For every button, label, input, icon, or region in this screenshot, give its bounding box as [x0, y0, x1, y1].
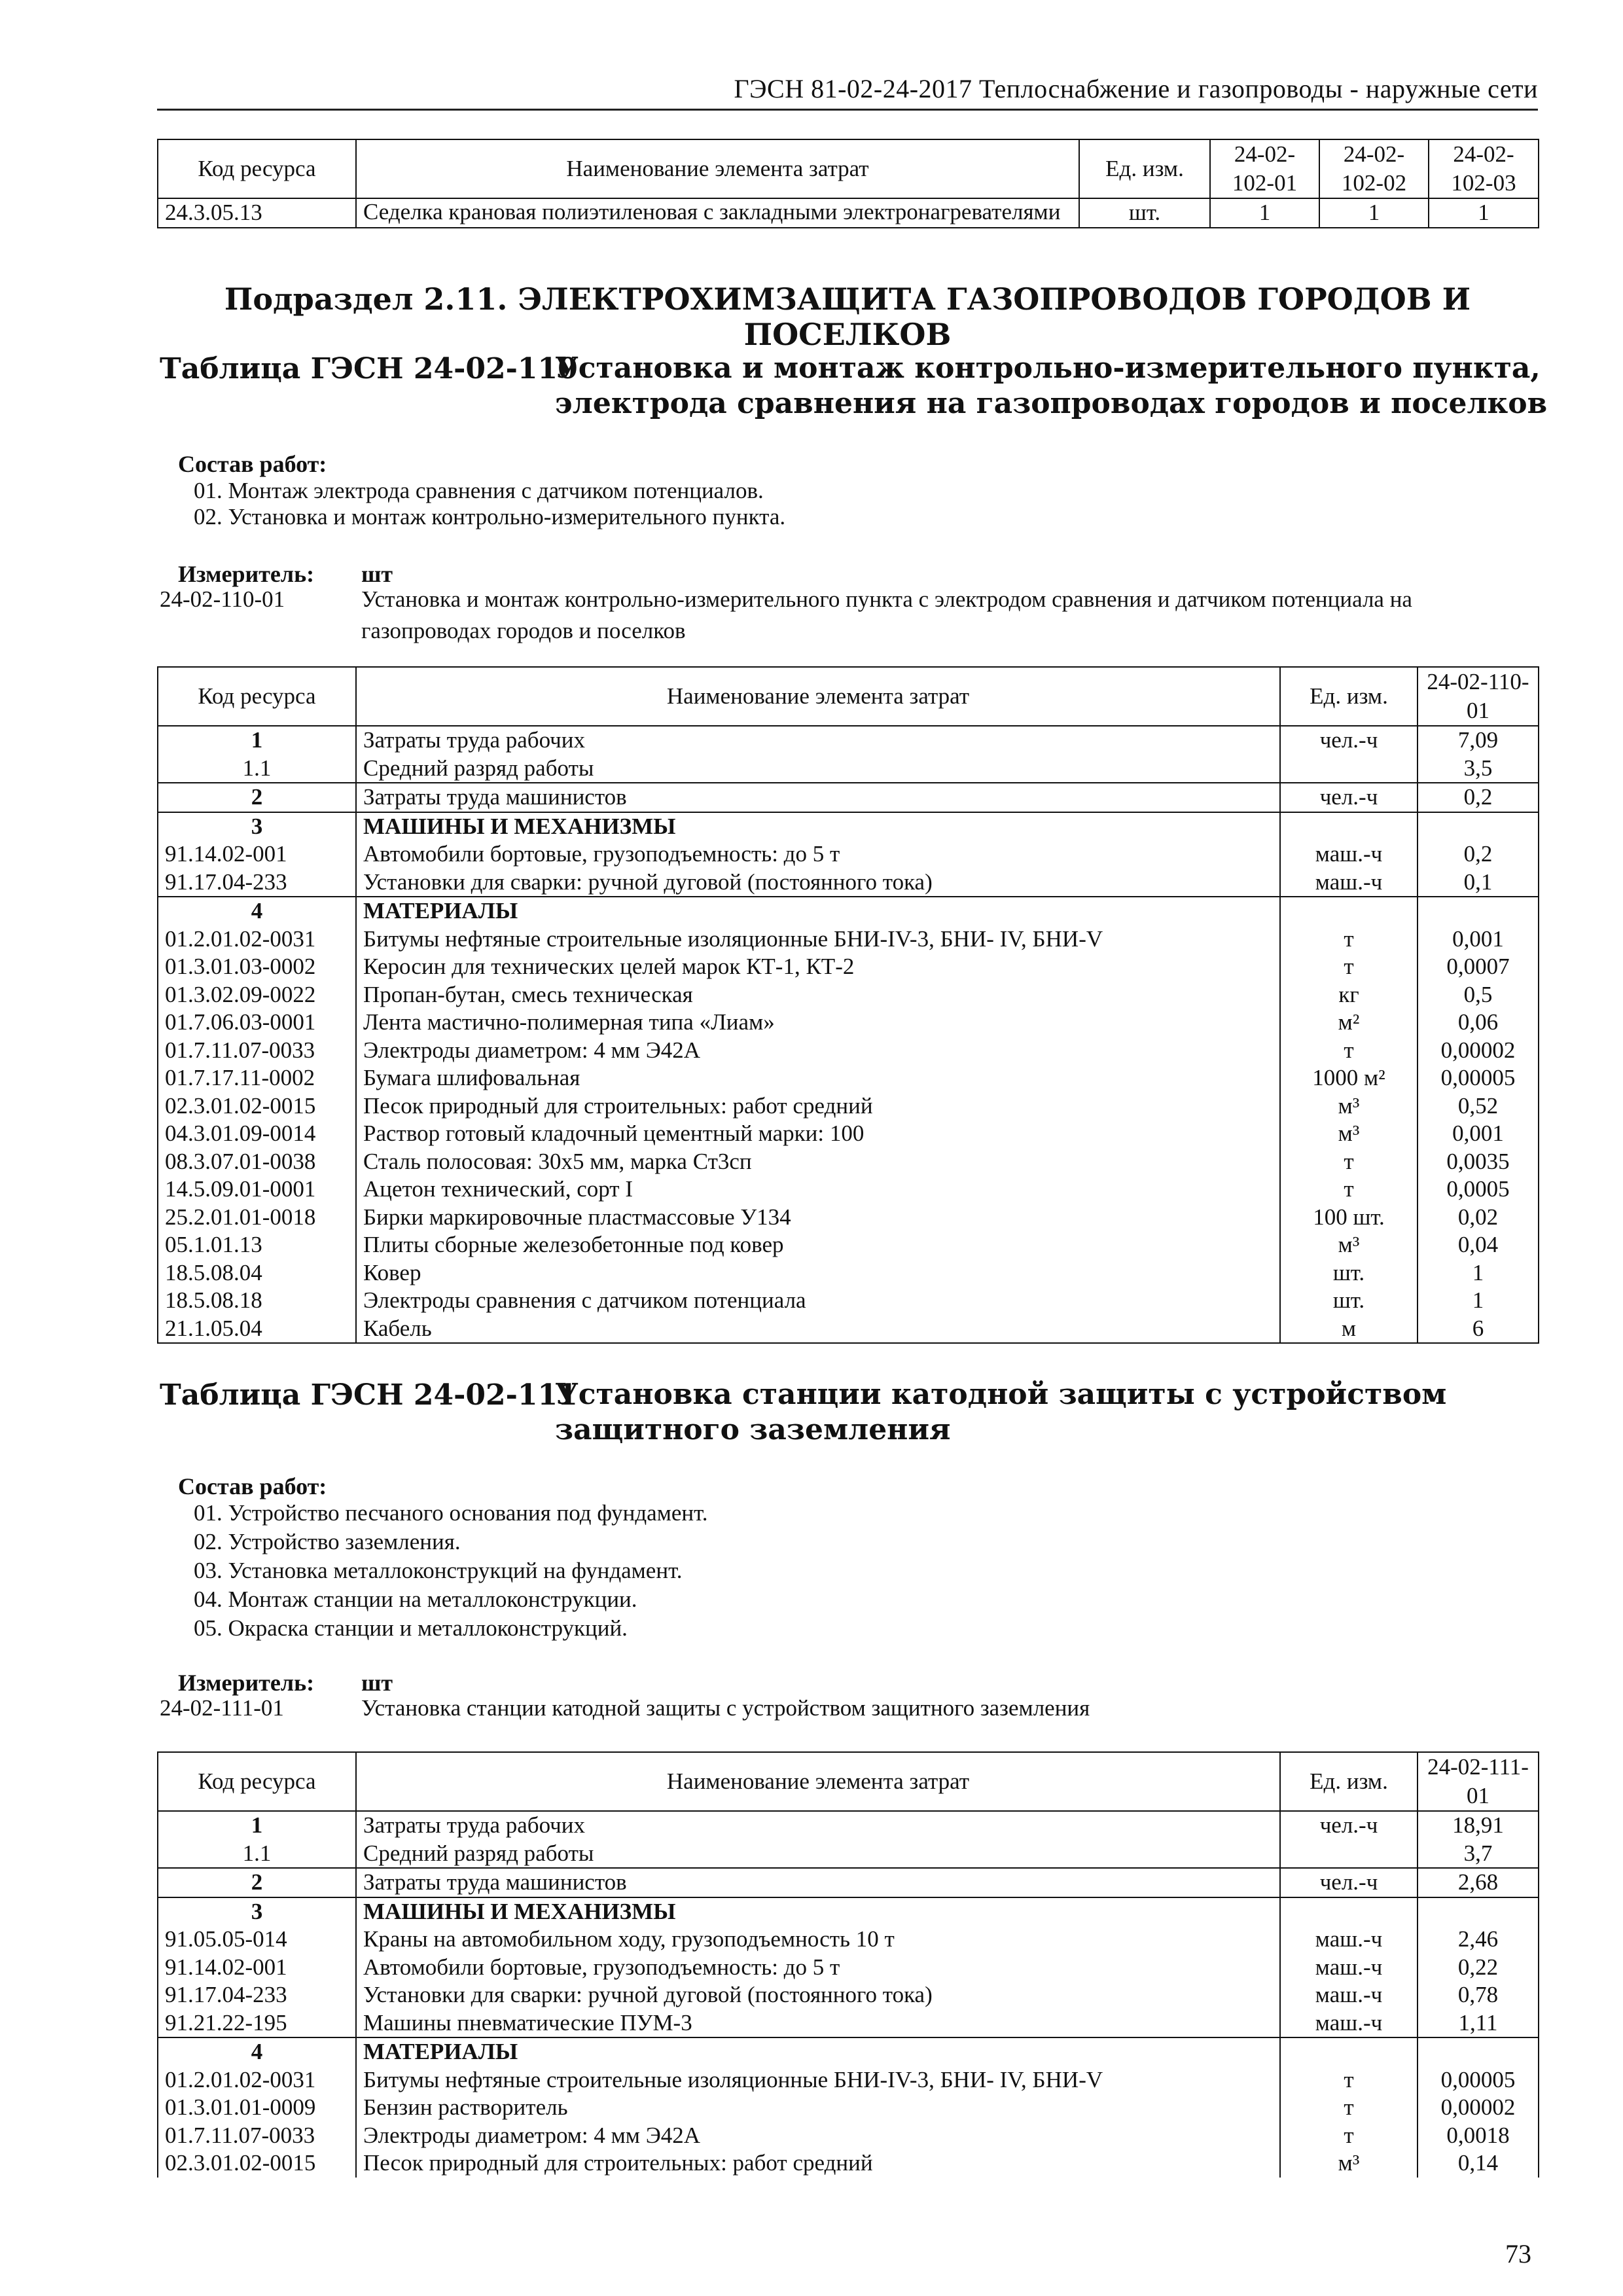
resource-name: Битумы нефтяные строительные изоляционные БНИ-IV-3, БНИ- IV, БНИ-V [356, 925, 1280, 954]
norm-description: Установка и монтаж контрольно-измерительного пункта с электродом сравнения и датчиком потенциала на газопроводах городов и поселков [361, 586, 1412, 643]
table-row [158, 953, 1539, 981]
table-label: Таблица ГЭСН 24-02-110 [160, 352, 578, 386]
resource-unit [1280, 755, 1418, 783]
table-row [158, 755, 1539, 783]
table-row [158, 1175, 1539, 1204]
resource-value: 6 [1418, 1315, 1539, 1344]
resource-name: Машины пневматические ПУМ-3 [356, 2009, 1280, 2038]
table-row [158, 198, 1539, 228]
resource-code: 24.3.05.13 [158, 198, 356, 228]
resource-name: Средний разряд работы [356, 1840, 1280, 1869]
resource-name: Плиты сборные железобетонные под ковер [356, 1231, 1280, 1259]
resource-name: Автомобили бортовые, грузоподъемность: до 5 т [356, 1954, 1280, 1982]
table-row [158, 1897, 1539, 1926]
table-header-row [158, 1752, 1539, 1811]
group-title: МАТЕРИАЛЫ [356, 897, 1280, 925]
resource-value [1418, 2037, 1539, 2066]
table-row [158, 1868, 1539, 1897]
col-header: 24-02-110-01 [1418, 667, 1539, 726]
resource-name: Затраты труда рабочих [356, 1811, 1280, 1840]
resource-name: Сталь полосовая: 30х5 мм, марка Ст3сп [356, 1148, 1280, 1176]
resource-name: Лента мастично-полимерная типа «Лиам» [356, 1009, 1280, 1037]
resource-unit [1280, 897, 1418, 925]
continued-resource-table [157, 139, 1539, 228]
resource-unit: шт. [1280, 1287, 1418, 1315]
resource-name: Раствор готовый кладочный цементный марки: 100 [356, 1120, 1280, 1148]
resource-unit: т [1280, 2094, 1418, 2122]
resource-name: Бумага шлифовальная [356, 1064, 1280, 1092]
resource-code: 01.3.01.01-0009 [158, 2094, 356, 2122]
col-header: Ед. изм. [1079, 139, 1210, 198]
resource-value: 0,0035 [1418, 1148, 1539, 1176]
resource-unit: т [1280, 2066, 1418, 2094]
resource-name: Электроды диаметром: 4 мм Э42А [356, 1037, 1280, 1065]
table-row [158, 1092, 1539, 1121]
resource-unit: кг [1280, 981, 1418, 1009]
resource-value: 3,5 [1418, 755, 1539, 783]
resource-value: 0,5 [1418, 981, 1539, 1009]
resource-code: 1 [158, 726, 356, 755]
table-row [158, 2037, 1539, 2066]
meter-label: Измеритель: [178, 561, 315, 587]
resource-code: 08.3.07.01-0038 [158, 1148, 356, 1176]
table-row [158, 783, 1539, 812]
work-item: 04. Монтаж станции на металлоконструкции. [194, 1587, 637, 1612]
resource-value: 0,001 [1418, 925, 1539, 954]
col-header: Наименование элемента затрат [356, 139, 1079, 198]
resource-unit: маш.-ч [1280, 1954, 1418, 1982]
table-header-row [158, 139, 1539, 198]
resource-name: Ковер [356, 1259, 1280, 1287]
resource-name: Бензин растворитель [356, 2094, 1280, 2122]
resource-unit: чел.-ч [1280, 783, 1418, 812]
resource-value [1418, 1897, 1539, 1926]
table-row [158, 1287, 1539, 1315]
running-header: ГЭСН 81-02-24-2017 Теплоснабжение и газопроводы - наружные сети [734, 74, 1538, 103]
col-header: 24-02-102-01 [1210, 139, 1319, 198]
resource-code: 2 [158, 1868, 356, 1897]
resource-code: 01.3.01.03-0002 [158, 953, 356, 981]
resource-unit: чел.-ч [1280, 1811, 1418, 1840]
resource-code: 01.2.01.02-0031 [158, 2066, 356, 2094]
resource-unit: т [1280, 953, 1418, 981]
resource-unit [1280, 1897, 1418, 1926]
resource-code: 01.2.01.02-0031 [158, 925, 356, 954]
resource-name: Кабель [356, 1315, 1280, 1344]
resource-name: Керосин для технических целей марок КТ-1, КТ-2 [356, 953, 1280, 981]
resource-table-110 [157, 666, 1539, 1344]
table-row [158, 1148, 1539, 1176]
resource-name: Средний разряд работы [356, 755, 1280, 783]
resource-name: Установки для сварки: ручной дуговой (постоянного тока) [356, 869, 1280, 897]
resource-name: Песок природный для строительных: работ средний [356, 2149, 1280, 2178]
subsection-title: Подраздел 2.11. ЭЛЕКТРОХИМЗАЩИТА ГАЗОПРОВОДОВ ГОРОДОВ И ПОСЕЛКОВ [224, 281, 1471, 352]
table-row [158, 1926, 1539, 1954]
table-row [158, 2009, 1539, 2038]
resource-code: 01.3.02.09-0022 [158, 981, 356, 1009]
resource-code: 01.7.11.07-0033 [158, 2122, 356, 2150]
table-row [158, 925, 1539, 954]
works-label: Состав работ: [178, 451, 327, 477]
resource-name: Песок природный для строительных: работ средний [356, 1092, 1280, 1121]
resource-unit: м³ [1280, 1092, 1418, 1121]
col-header: 24-02-111-01 [1418, 1752, 1539, 1811]
resource-unit: маш.-ч [1280, 1926, 1418, 1954]
meter-label: Измеритель: [178, 1670, 315, 1696]
table-row [158, 1811, 1539, 1840]
col-header: Ед. изм. [1280, 1752, 1418, 1811]
resource-name: Затраты труда машинистов [356, 783, 1280, 812]
resource-value: 0,00005 [1418, 2066, 1539, 2094]
resource-value: 0,001 [1418, 1120, 1539, 1148]
resource-code: 91.17.04-233 [158, 869, 356, 897]
table-row [158, 1064, 1539, 1092]
resource-code: 01.7.11.07-0033 [158, 1037, 356, 1065]
resource-name: Электроды диаметром: 4 мм Э42А [356, 2122, 1280, 2150]
work-item: 01. Устройство песчаного основания под фундамент. [194, 1500, 708, 1526]
col-header: Код ресурса [158, 667, 356, 726]
resource-value: 0,22 [1418, 1954, 1539, 1982]
resource-code: 4 [158, 897, 356, 925]
resource-value: 1 [1418, 1259, 1539, 1287]
table-row [158, 1037, 1539, 1065]
resource-value [1418, 812, 1539, 841]
resource-value: 0,78 [1418, 1981, 1539, 2009]
resource-unit: м³ [1280, 1231, 1418, 1259]
works-label: Состав работ: [178, 1473, 327, 1499]
work-item: 02. Установка и монтаж контрольно-измерительного пункта. [194, 504, 786, 529]
header-rule [157, 109, 1538, 111]
resource-name: Электроды сравнения с датчиком потенциала [356, 1287, 1280, 1315]
resource-code: 91.05.05-014 [158, 1926, 356, 1954]
resource-value [1418, 897, 1539, 925]
resource-name: Затраты труда рабочих [356, 726, 1280, 755]
resource-value: 1 [1319, 198, 1429, 228]
resource-name: Краны на автомобильном ходу, грузоподъемность 10 т [356, 1926, 1280, 1954]
resource-table-111 [157, 1751, 1539, 2178]
resource-unit: маш.-ч [1280, 1981, 1418, 2009]
resource-value: 1 [1210, 198, 1319, 228]
work-item: 02. Устройство заземления. [194, 1529, 461, 1554]
resource-code: 2 [158, 783, 356, 812]
resource-unit: т [1280, 2122, 1418, 2150]
col-header: Код ресурса [158, 139, 356, 198]
work-item: 01. Монтаж электрода сравнения с датчиком потенциалов. [194, 478, 764, 503]
table-row [158, 1231, 1539, 1259]
table-row [158, 2094, 1539, 2122]
table-row [158, 1315, 1539, 1344]
table-row [158, 869, 1539, 897]
resource-value: 0,2 [1418, 783, 1539, 812]
resource-code: 01.7.06.03-0001 [158, 1009, 356, 1037]
resource-name: Ацетон технический, сорт I [356, 1175, 1280, 1204]
resource-code: 91.21.22-195 [158, 2009, 356, 2038]
col-header: 24-02-102-03 [1429, 139, 1539, 198]
resource-unit: м [1280, 1315, 1418, 1344]
col-header: Ед. изм. [1280, 667, 1418, 726]
resource-code: 25.2.01.01-0018 [158, 1204, 356, 1232]
resource-value: 0,00002 [1418, 1037, 1539, 1065]
table-title: Установка и монтаж контрольно-измерительного пункта, электрода сравнения на газопроводах городов и поселков [555, 351, 1548, 420]
table-row [158, 1981, 1539, 2009]
resource-unit: шт. [1079, 198, 1210, 228]
resource-unit: маш.-ч [1280, 869, 1418, 897]
resource-unit: м² [1280, 1009, 1418, 1037]
resource-code: 3 [158, 1897, 356, 1926]
resource-unit: т [1280, 925, 1418, 954]
resource-code: 3 [158, 812, 356, 841]
group-title: МАТЕРИАЛЫ [356, 2037, 1280, 2066]
resource-value: 0,52 [1418, 1092, 1539, 1121]
resource-code: 1 [158, 1811, 356, 1840]
resource-unit: шт. [1280, 1259, 1418, 1287]
table-row [158, 726, 1539, 755]
resource-code: 02.3.01.02-0015 [158, 1092, 356, 1121]
resource-code: 21.1.05.04 [158, 1315, 356, 1344]
resource-unit: м³ [1280, 2149, 1418, 2178]
resource-code: 14.5.09.01-0001 [158, 1175, 356, 1204]
table-row [158, 897, 1539, 925]
resource-name: Установки для сварки: ручной дуговой (постоянного тока) [356, 1981, 1280, 2009]
resource-name: Седелка крановая полиэтиленовая с закладными электронагревателями [356, 198, 1079, 228]
resource-value: 1 [1429, 198, 1539, 228]
table-row [158, 1204, 1539, 1232]
resource-unit: чел.-ч [1280, 1868, 1418, 1897]
resource-value: 1 [1418, 1287, 1539, 1315]
resource-name: Битумы нефтяные строительные изоляционные БНИ-IV-3, БНИ- IV, БНИ-V [356, 2066, 1280, 2094]
resource-code: 04.3.01.09-0014 [158, 1120, 356, 1148]
resource-code: 02.3.01.02-0015 [158, 2149, 356, 2178]
resource-value: 0,06 [1418, 1009, 1539, 1037]
resource-value: 0,0005 [1418, 1175, 1539, 1204]
resource-value: 0,00005 [1418, 1064, 1539, 1092]
table-row [158, 1120, 1539, 1148]
col-header: Код ресурса [158, 1752, 356, 1811]
resource-unit [1280, 1840, 1418, 1869]
norm-description: Установка станции катодной защиты с устройством защитного заземления [361, 1695, 1090, 1721]
resource-value: 0,2 [1418, 840, 1539, 869]
resource-unit [1280, 2037, 1418, 2066]
resource-name: Автомобили бортовые, грузоподъемность: до 5 т [356, 840, 1280, 869]
resource-code: 4 [158, 2037, 356, 2066]
resource-unit [1280, 812, 1418, 841]
table-row [158, 1954, 1539, 1982]
resource-name: Пропан-бутан, смесь техническая [356, 981, 1280, 1009]
group-title: МАШИНЫ И МЕХАНИЗМЫ [356, 812, 1280, 841]
resource-value: 0,04 [1418, 1231, 1539, 1259]
table-title: Установка станции катодной защиты с устройством защитного заземления [555, 1378, 1447, 1446]
resource-code: 01.7.17.11-0002 [158, 1064, 356, 1092]
resource-value: 2,68 [1418, 1868, 1539, 1897]
resource-value: 1,11 [1418, 2009, 1539, 2038]
work-item: 03. Установка металлоконструкций на фундамент. [194, 1558, 683, 1583]
norm-code: 24-02-110-01 [160, 586, 285, 612]
resource-code: 18.5.08.04 [158, 1259, 356, 1287]
table-header-row [158, 667, 1539, 726]
resource-unit: т [1280, 1148, 1418, 1176]
norm-code: 24-02-111-01 [160, 1695, 284, 1721]
resource-value: 0,14 [1418, 2149, 1539, 2178]
col-header: Наименование элемента затрат [356, 667, 1280, 726]
table-row [158, 2149, 1539, 2178]
resource-value: 3,7 [1418, 1840, 1539, 1869]
resource-code: 18.5.08.18 [158, 1287, 356, 1315]
resource-name: Затраты труда машинистов [356, 1868, 1280, 1897]
resource-unit: м³ [1280, 1120, 1418, 1148]
table-row [158, 840, 1539, 869]
page-number: 73 [1505, 2239, 1531, 2269]
resource-code: 05.1.01.13 [158, 1231, 356, 1259]
table-row [158, 1009, 1539, 1037]
table-row [158, 1840, 1539, 1869]
resource-code: 1.1 [158, 755, 356, 783]
meter-unit: шт [361, 1670, 393, 1696]
table-row [158, 981, 1539, 1009]
resource-value: 2,46 [1418, 1926, 1539, 1954]
table-row [158, 812, 1539, 841]
resource-unit: т [1280, 1175, 1418, 1204]
resource-unit: 100 шт. [1280, 1204, 1418, 1232]
resource-value: 0,00002 [1418, 2094, 1539, 2122]
col-header: Наименование элемента затрат [356, 1752, 1280, 1811]
resource-code: 1.1 [158, 1840, 356, 1869]
resource-code: 91.17.04-233 [158, 1981, 356, 2009]
resource-unit: т [1280, 1037, 1418, 1065]
resource-name: Бирки маркировочные пластмассовые У134 [356, 1204, 1280, 1232]
resource-value: 18,91 [1418, 1811, 1539, 1840]
resource-value: 0,1 [1418, 869, 1539, 897]
resource-unit: маш.-ч [1280, 2009, 1418, 2038]
work-item: 05. Окраска станции и металлоконструкций. [194, 1615, 628, 1641]
meter-unit: шт [361, 561, 393, 587]
resource-value: 0,0007 [1418, 953, 1539, 981]
group-title: МАШИНЫ И МЕХАНИЗМЫ [356, 1897, 1280, 1926]
col-header: 24-02-102-02 [1319, 139, 1429, 198]
table-row [158, 2066, 1539, 2094]
resource-value: 7,09 [1418, 726, 1539, 755]
resource-unit: маш.-ч [1280, 840, 1418, 869]
resource-code: 91.14.02-001 [158, 1954, 356, 1982]
resource-code: 91.14.02-001 [158, 840, 356, 869]
table-row [158, 1259, 1539, 1287]
resource-value: 0,0018 [1418, 2122, 1539, 2150]
table-label: Таблица ГЭСН 24-02-111 [160, 1378, 578, 1412]
resource-unit: 1000 м² [1280, 1064, 1418, 1092]
resource-unit: чел.-ч [1280, 726, 1418, 755]
resource-value: 0,02 [1418, 1204, 1539, 1232]
table-row [158, 2122, 1539, 2150]
